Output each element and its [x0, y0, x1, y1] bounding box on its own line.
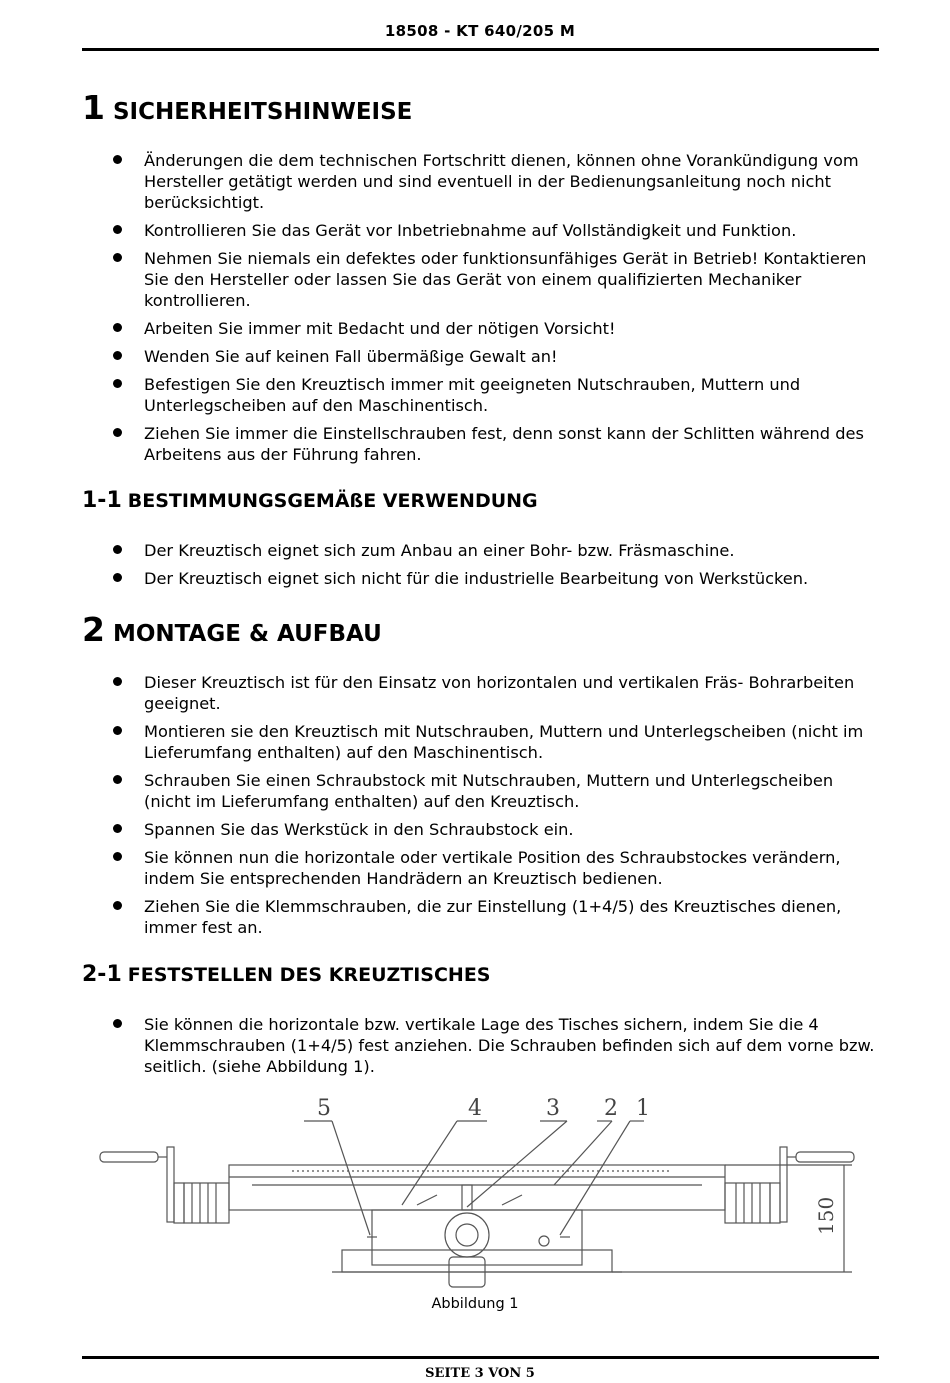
- section-title: BESTIMMUNGSGEMÄßE VERWENDUNG: [127, 490, 538, 512]
- section-number: 2: [82, 610, 105, 649]
- section-2-list: [82, 672, 882, 945]
- dimension-label: 150: [814, 1196, 838, 1235]
- callout-lines: [304, 1121, 644, 1235]
- section-2-heading: [82, 610, 382, 649]
- section-title: SICHERHEITSHINWEISE: [112, 99, 413, 125]
- callout-label-1: 1: [636, 1096, 650, 1121]
- bullet-icon: [113, 775, 122, 784]
- bullet-icon: [113, 155, 122, 164]
- bullet-icon: [113, 545, 122, 554]
- table-body: [229, 1165, 725, 1272]
- section-1-1-heading: [82, 488, 538, 513]
- bullet-icon: [113, 901, 122, 910]
- section-number: 1: [82, 88, 105, 127]
- list-item: Sie können die horizontale bzw. vertikale Lage des Tisches sichern, indem Sie die 4 Klemmschrauben (1+4/5) fest anziehen. Die Schrauben befinden sich auf dem vorne bzw. seitlich. (siehe Abbildung 1).: [82, 1014, 882, 1077]
- list-item: Montieren sie den Kreuztisch mit Nutschrauben, Muttern und Unterlegscheiben (nicht im Lieferumfang enthalten) auf den Maschinentisch.: [82, 721, 882, 763]
- section-2-1-heading: [82, 962, 491, 987]
- section-1-list: [82, 150, 882, 472]
- section-2-1-list: [82, 1014, 882, 1084]
- list-item: Kontrollieren Sie das Gerät vor Inbetriebnahme auf Vollständigkeit und Funktion.: [82, 220, 882, 241]
- left-handwheel: [100, 1147, 229, 1223]
- section-number: 2-1: [82, 962, 122, 987]
- section-title: MONTAGE & AUFBAU: [112, 621, 382, 647]
- bullet-icon: [113, 253, 122, 262]
- section-1-1-list: [82, 540, 882, 596]
- bullet-icon: [113, 573, 122, 582]
- cross-table-drawing: [92, 1085, 862, 1290]
- callout-label-4: 4: [468, 1096, 482, 1121]
- list-item: Dieser Kreuztisch ist für den Einsatz von horizontalen und vertikalen Fräs- Bohrarbeiten geeignet.: [82, 672, 882, 714]
- callout-label-2: 2: [604, 1096, 618, 1121]
- list-item: Ziehen Sie immer die Einstellschrauben fest, denn sonst kann der Schlitten während des Arbeitens aus der Führung fahren.: [82, 423, 882, 465]
- bullet-icon: [113, 428, 122, 437]
- list-item: Ziehen Sie die Klemmschrauben, die zur Einstellung (1+4/5) des Kreuztisches dienen, immer fest an.: [82, 896, 882, 938]
- bullet-icon: [113, 824, 122, 833]
- bullet-icon: [113, 1019, 122, 1028]
- bullet-icon: [113, 379, 122, 388]
- list-item: Befestigen Sie den Kreuztisch immer mit geeigneten Nutschrauben, Muttern und Unterlegscheiben auf den Maschinentisch.: [82, 374, 882, 416]
- bullet-icon: [113, 323, 122, 332]
- list-item: Arbeiten Sie immer mit Bedacht und der nötigen Vorsicht!: [82, 318, 882, 339]
- list-item: Sie können nun die horizontale oder vertikale Position des Schraubstockes verändern, indem Sie entsprechenden Handrädern an Kreuztisch bedienen.: [82, 847, 882, 889]
- section-number: 1-1: [82, 488, 122, 513]
- list-item: Der Kreuztisch eignet sich nicht für die industrielle Bearbeitung von Werkstücken.: [82, 568, 882, 589]
- callout-label-5: 5: [317, 1096, 331, 1121]
- header-rule: [82, 48, 879, 51]
- list-item: Spannen Sie das Werkstück in den Schraubstock ein.: [82, 819, 882, 840]
- bullet-icon: [113, 351, 122, 360]
- page-header: 18508 - KT 640/205 M: [384, 22, 576, 40]
- list-item: Schrauben Sie einen Schraubstock mit Nutschrauben, Muttern und Unterlegscheiben (nicht im Lieferumfang enthalten) auf den Kreuztisch.: [82, 770, 882, 812]
- bullet-icon: [113, 677, 122, 686]
- list-item: Der Kreuztisch eignet sich zum Anbau an einer Bohr- bzw. Fräsmaschine.: [82, 540, 882, 561]
- bullet-icon: [113, 852, 122, 861]
- figure-caption: Abbildung 1: [431, 1296, 519, 1312]
- footer-rule: [82, 1356, 879, 1359]
- list-item: Nehmen Sie niemals ein defektes oder funktionsunfähiges Gerät in Betrieb! Kontaktieren Sie den Hersteller oder lassen Sie das Gerät von einem qualifizierten Mechaniker kontrollieren.: [82, 248, 882, 311]
- page-footer: SEITE 3 VON 5: [425, 1366, 535, 1381]
- section-1-heading: [82, 88, 412, 127]
- bullet-icon: [113, 225, 122, 234]
- list-item: Wenden Sie auf keinen Fall übermäßige Gewalt an!: [82, 346, 882, 367]
- section-title: FESTSTELLEN DES KREUZTISCHES: [127, 964, 491, 986]
- bullet-icon: [113, 726, 122, 735]
- list-item: Änderungen die dem technischen Fortschritt dienen, können ohne Vorankündigung vom Hersteller getätigt werden und sind eventuell in der Bedienungsanleitung noch nicht berücksichtigt.: [82, 150, 882, 213]
- callout-label-3: 3: [546, 1096, 560, 1121]
